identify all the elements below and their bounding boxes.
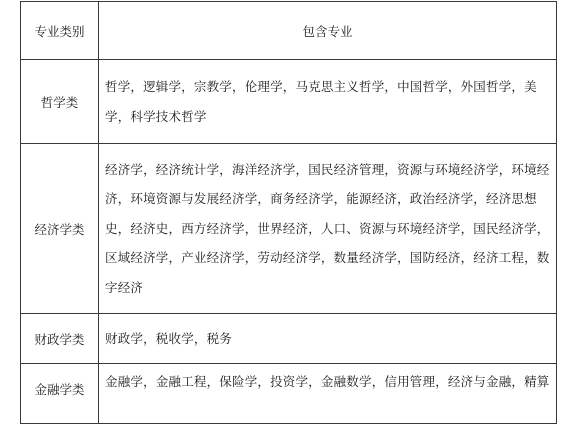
table-row bbox=[21, 314, 557, 364]
majors-table bbox=[20, 1, 557, 424]
category-cell: 财政学类 bbox=[21, 314, 99, 364]
table-row bbox=[21, 60, 557, 144]
category-cell: 金融学类 bbox=[21, 364, 99, 424]
header-majors: 包含专业 bbox=[99, 2, 557, 60]
category-cell: 哲学类 bbox=[21, 60, 99, 144]
table-row bbox=[21, 144, 557, 314]
majors-cell: 经济学，经济统计学，海洋经济学，国民经济管理，资源与环境经济学，环境经济，环境资源与发展经济学，商务经济学，能源经济，政治经济学，经济思想史，经济史，西方经济学，世界经济，人口、资源与环境经济学，国民经济学，区域经济学，产业经济学，劳动经济学，数量经济学，国防经济，经济工程，数字经济 bbox=[99, 144, 557, 314]
category-cell: 经济学类 bbox=[21, 144, 99, 314]
majors-cell: 财政学，税收学，税务 bbox=[99, 314, 557, 364]
majors-cell: 哲学，逻辑学，宗教学，伦理学，马克思主义哲学，中国哲学，外国哲学，美学，科学技术哲学 bbox=[99, 60, 557, 144]
majors-cell: 金融学，金融工程，保险学，投资学，金融数学，信用管理，经济与金融，精算 bbox=[99, 364, 557, 424]
table-row bbox=[21, 364, 557, 424]
header-category: 专业类别 bbox=[21, 2, 99, 60]
table-header-row bbox=[21, 2, 557, 60]
